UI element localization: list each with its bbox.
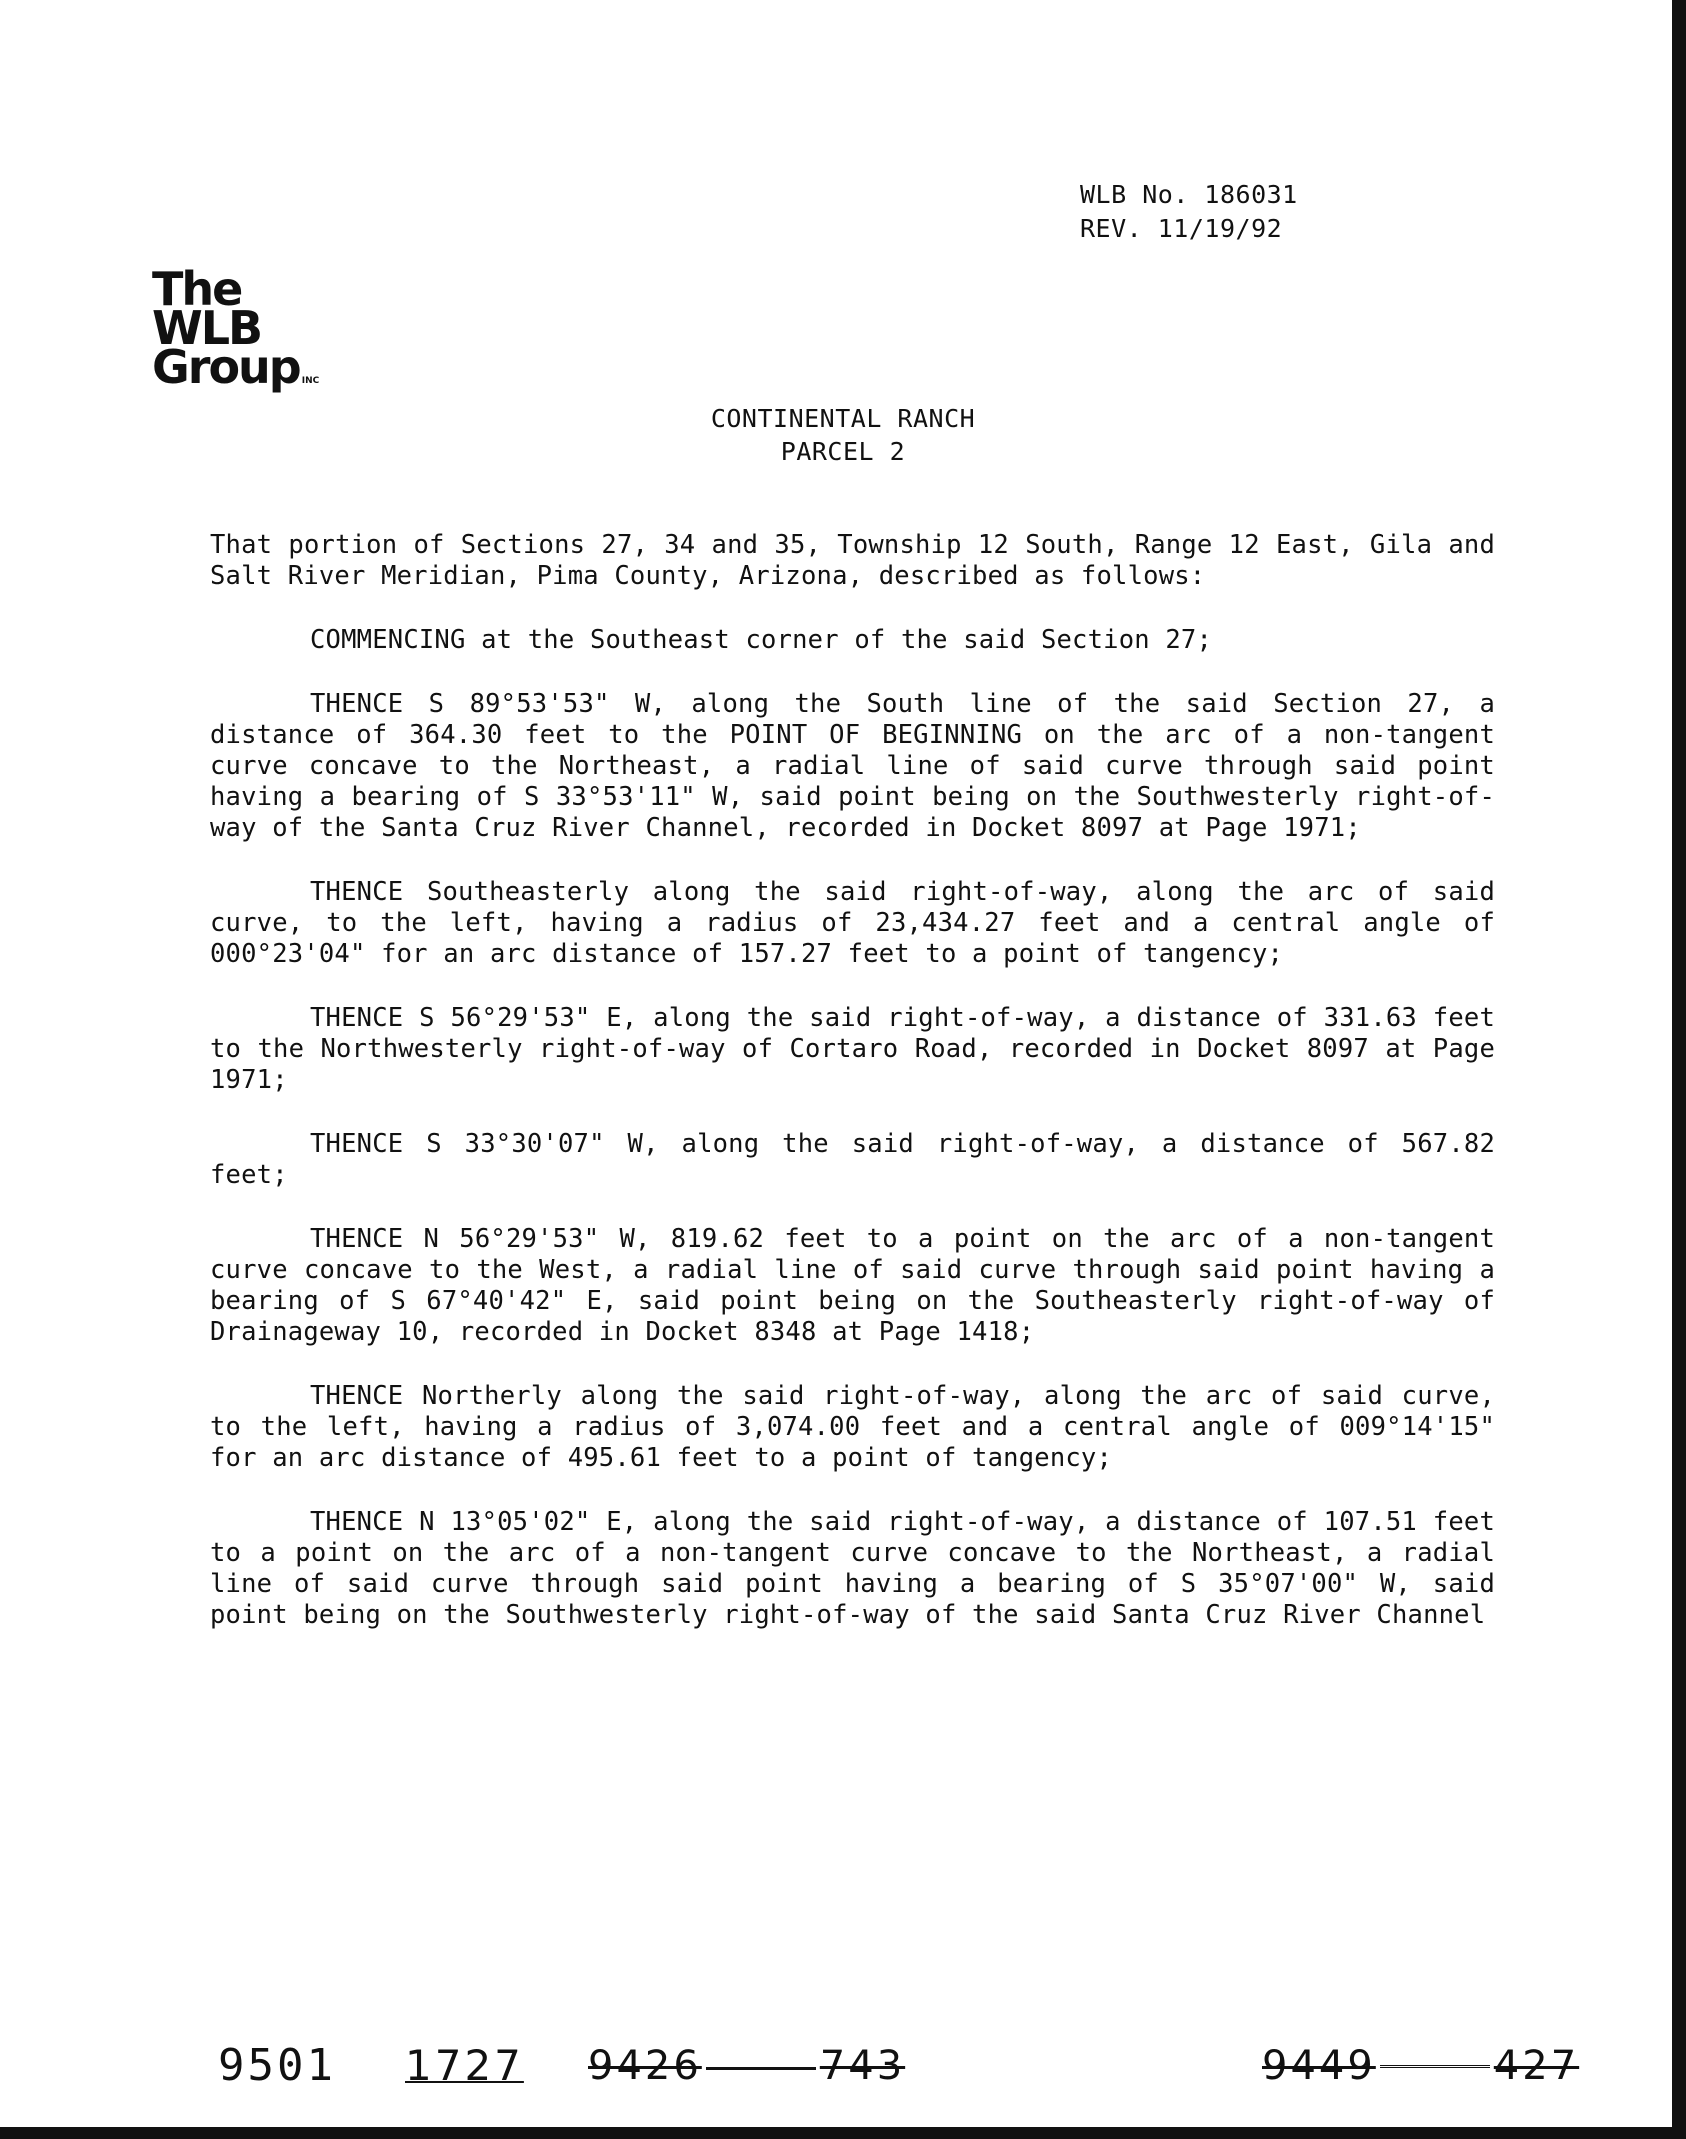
- paragraph-commencing: COMMENCING at the Southeast corner of the said Section 27;: [310, 625, 1213, 655]
- paragraph-course: THENCE S 89°53'53" W, along the South line of the said Section 27, a distance of 364.30 feet to the POINT OF BEGINNING on the arc of a non-tangent curve concave to the Northeast, a radial line of said curve through said point having a bearing of S 33°53'11" W, said point being on the Southwesterly right-of-way of the Santa Cruz River Channel, recorded in Docket 8097 at Page 1971;: [210, 689, 1495, 843]
- paragraph-course: THENCE N 56°29'53" W, 819.62 feet to a point on the arc of a non-tangent curve concave to the West, a radial line of said curve through said point having a bearing of S 67°40'42" E, said point being on the Southeasterly right-of-way of Drainageway 10, recorded in Docket 8348 at Page 1418;: [210, 1224, 1495, 1347]
- document-reference: [1080, 178, 1298, 246]
- title-line-2: PARCEL 2: [780, 437, 906, 466]
- footer-stamp-number: 9501: [218, 2040, 336, 2091]
- footer-struck-stamp: [588, 2040, 905, 2092]
- paragraph-course: THENCE Northerly along the said right-of-way, along the arc of said curve, to the left, having a radius of 3,074.00 feet and a central angle of 009°14'15" for an arc distance of 495.61 feet to a point of tangency;: [210, 1381, 1495, 1473]
- paragraph-course: THENCE N 13°05'02" E, along the said right-of-way, a distance of 107.51 feet to a point on the arc of a non-tangent curve concave to the Northeast, a radial line of said curve through said point having a bearing of S 35°07'00" W, said point being on the Southwesterly right-of-way of the said Santa Cruz River Channel: [210, 1507, 1495, 1630]
- struck-number: 9426: [588, 2043, 702, 2089]
- logo-line-group: Group INC: [152, 340, 320, 394]
- document-title: [0, 402, 1686, 468]
- paragraph-course: THENCE S 33°30'07" W, along the said right-of-way, a distance of 567.82 feet;: [210, 1129, 1495, 1190]
- wlb-number: WLB No. 186031: [1080, 180, 1298, 209]
- legal-description: [210, 530, 1495, 1664]
- struck-number: 9449: [1262, 2043, 1376, 2089]
- title-line-1: CONTINENTAL RANCH: [710, 404, 976, 433]
- struck-page: 427: [1493, 2043, 1580, 2089]
- paragraph-intro: That portion of Sections 27, 34 and 35, Township 12 South, Range 12 East, Gila and Salt River Meridian, Pima County, Arizona, described as follows:: [210, 530, 1495, 591]
- footer-struck-stamp: [1262, 2040, 1579, 2092]
- revision-date: REV. 11/19/92: [1080, 214, 1283, 243]
- footer-stamp-page: 1727: [405, 2041, 524, 2090]
- logo-line-wlb: WLB: [152, 301, 262, 355]
- paragraph-course: THENCE S 56°29'53" E, along the said right-of-way, a distance of 331.63 feet to the Northwesterly right-of-way of Cortaro Road, recorded in Docket 8097 at Page 1971;: [210, 1003, 1495, 1095]
- wlb-group-logo: [152, 262, 320, 401]
- paragraph-course: THENCE Southeasterly along the said right-of-way, along the arc of said curve, to the left, having a radius of 23,434.27 feet and a central angle of 000°23'04" for an arc distance of 157.27 feet to a point of tangency;: [210, 877, 1495, 969]
- logo-inc: INC: [301, 376, 320, 386]
- struck-page: 743: [819, 2043, 906, 2089]
- logo-line-the: The: [152, 262, 242, 316]
